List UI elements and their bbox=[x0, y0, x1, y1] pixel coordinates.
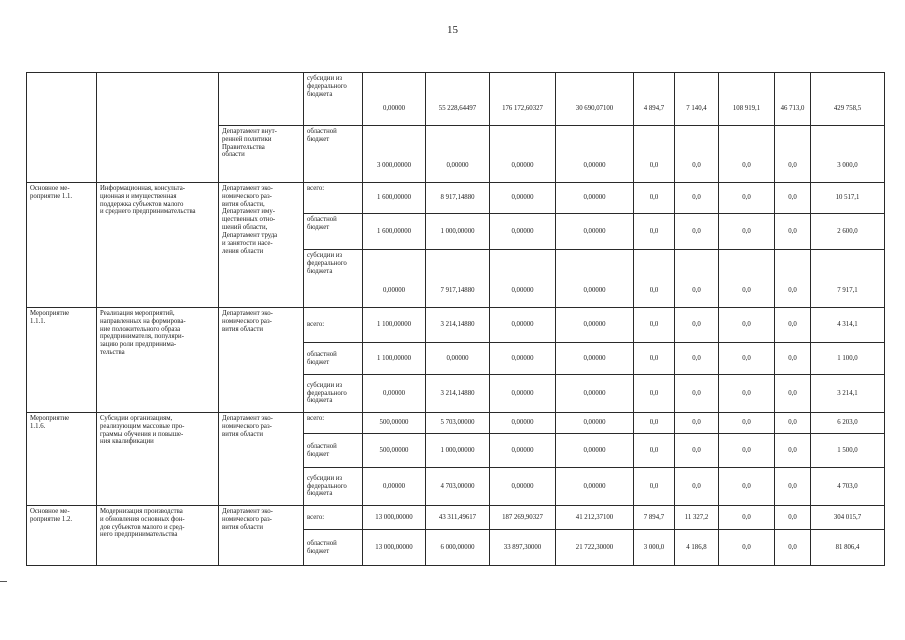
page-number: 15 bbox=[447, 24, 458, 36]
amount-cell: 429 758,5 bbox=[811, 73, 885, 126]
amount-cell: 304 015,7 bbox=[811, 506, 885, 530]
amount-cell: 0,00000 bbox=[363, 375, 426, 413]
amount-cell: 0,0 bbox=[634, 375, 675, 413]
amount-cell: 3 214,1 bbox=[811, 375, 885, 413]
amount-cell: 0,00000 bbox=[363, 73, 426, 126]
amount-cell: 7 917,1 bbox=[811, 250, 885, 308]
amount-cell: 0,0 bbox=[634, 413, 675, 434]
activity-code bbox=[27, 73, 97, 183]
table-row bbox=[27, 413, 885, 434]
amount-cell: 0,00000 bbox=[490, 343, 556, 375]
amount-cell: 1 000,00000 bbox=[426, 434, 490, 468]
amount-cell: 5 703,00000 bbox=[426, 413, 490, 434]
budget-table bbox=[26, 72, 885, 566]
amount-cell: 1 000,00000 bbox=[426, 214, 490, 250]
amount-cell: 0,0 bbox=[634, 250, 675, 308]
amount-cell: 0,0 bbox=[775, 468, 811, 506]
amount-cell: 0,00000 bbox=[490, 434, 556, 468]
amount-cell: 0,0 bbox=[719, 183, 775, 214]
amount-cell: 0,0 bbox=[775, 250, 811, 308]
amount-cell: 0,0 bbox=[675, 308, 719, 343]
amount-cell: 0,0 bbox=[775, 343, 811, 375]
funding-source: всего: bbox=[304, 308, 363, 343]
amount-cell: 0,00000 bbox=[556, 468, 634, 506]
amount-cell: 0,0 bbox=[719, 214, 775, 250]
amount-cell: 0,00000 bbox=[490, 308, 556, 343]
amount-cell: 0,00000 bbox=[490, 250, 556, 308]
activity-name: Реализация мероприятий, направленных на формирова- ние положительного образа предпринимателя, популяри- зацию роли предпринима- тельства bbox=[97, 308, 219, 413]
amount-cell: 3 214,14880 bbox=[426, 308, 490, 343]
amount-cell: 0,00000 bbox=[426, 126, 490, 183]
amount-cell: 0,0 bbox=[719, 413, 775, 434]
activity-name bbox=[97, 73, 219, 183]
funding-source: всего: bbox=[304, 183, 363, 214]
amount-cell: 0,0 bbox=[634, 126, 675, 183]
amount-cell: 0,0 bbox=[675, 375, 719, 413]
amount-cell: 81 806,4 bbox=[811, 530, 885, 566]
activity-code: Мероприятие 1.1.1. bbox=[27, 308, 97, 413]
amount-cell: 0,00000 bbox=[490, 413, 556, 434]
amount-cell: 7 894,7 bbox=[634, 506, 675, 530]
funding-source: субсидии из федерального бюджета bbox=[304, 375, 363, 413]
activity-code: Мероприятие 1.1.6. bbox=[27, 413, 97, 506]
amount-cell: 0,0 bbox=[634, 183, 675, 214]
amount-cell: 33 897,30000 bbox=[490, 530, 556, 566]
amount-cell: 0,0 bbox=[775, 413, 811, 434]
amount-cell: 0,0 bbox=[775, 308, 811, 343]
amount-cell: 1 100,00000 bbox=[363, 308, 426, 343]
table-row bbox=[27, 183, 885, 214]
amount-cell: 0,00000 bbox=[556, 308, 634, 343]
amount-cell: 8 917,14880 bbox=[426, 183, 490, 214]
amount-cell: 0,0 bbox=[775, 434, 811, 468]
amount-cell: 0,00000 bbox=[556, 375, 634, 413]
amount-cell: 3 000,00000 bbox=[363, 126, 426, 183]
executor: Департамент внут- ренней политики Правительства области bbox=[219, 126, 304, 183]
activity-code: Основное ме- роприятие 1.1. bbox=[27, 183, 97, 308]
amount-cell: 4 894,7 bbox=[634, 73, 675, 126]
amount-cell: 0,0 bbox=[675, 434, 719, 468]
amount-cell: 0,0 bbox=[675, 126, 719, 183]
table-row bbox=[27, 506, 885, 530]
amount-cell: 0,0 bbox=[719, 343, 775, 375]
amount-cell: 0,0 bbox=[775, 126, 811, 183]
amount-cell: 1 100,00000 bbox=[363, 343, 426, 375]
amount-cell: 0,0 bbox=[675, 183, 719, 214]
funding-source: областной бюджет bbox=[304, 343, 363, 375]
amount-cell: 1 500,0 bbox=[811, 434, 885, 468]
amount-cell: 13 000,00000 bbox=[363, 506, 426, 530]
executor: Департамент эко- номического раз- вития области bbox=[219, 506, 304, 566]
funding-source: субсидии из федерального бюджета bbox=[304, 73, 363, 126]
amount-cell: 1 600,00000 bbox=[363, 183, 426, 214]
amount-cell: 0,0 bbox=[775, 375, 811, 413]
amount-cell: 0,0 bbox=[634, 434, 675, 468]
amount-cell: 3 000,0 bbox=[811, 126, 885, 183]
funding-source: всего: bbox=[304, 413, 363, 434]
amount-cell: 0,0 bbox=[719, 530, 775, 566]
amount-cell: 0,00000 bbox=[556, 250, 634, 308]
amount-cell: 4 703,00000 bbox=[426, 468, 490, 506]
amount-cell: 55 228,64497 bbox=[426, 73, 490, 126]
amount-cell: 0,0 bbox=[634, 343, 675, 375]
funding-source: областной бюджет bbox=[304, 126, 363, 183]
table-row bbox=[27, 308, 885, 343]
amount-cell: 0,00000 bbox=[490, 183, 556, 214]
amount-cell: 0,0 bbox=[719, 250, 775, 308]
amount-cell: 0,00000 bbox=[556, 183, 634, 214]
amount-cell: 0,00000 bbox=[426, 343, 490, 375]
amount-cell: 0,0 bbox=[775, 506, 811, 530]
amount-cell: 6 000,00000 bbox=[426, 530, 490, 566]
amount-cell: 30 690,07100 bbox=[556, 73, 634, 126]
executor bbox=[219, 73, 304, 126]
funding-source: областной бюджет bbox=[304, 214, 363, 250]
amount-cell: 0,0 bbox=[634, 308, 675, 343]
amount-cell: 0,00000 bbox=[490, 126, 556, 183]
amount-cell: 0,00000 bbox=[556, 343, 634, 375]
amount-cell: 7 917,14880 bbox=[426, 250, 490, 308]
amount-cell: 6 203,0 bbox=[811, 413, 885, 434]
amount-cell: 0,0 bbox=[719, 308, 775, 343]
amount-cell: 4 703,0 bbox=[811, 468, 885, 506]
funding-source: субсидии из федерального бюджета bbox=[304, 468, 363, 506]
activity-name: Модернизация производства и обновления основных фон- дов субъектов малого и сред- него предпринимательства bbox=[97, 506, 219, 566]
funding-source: всего: bbox=[304, 506, 363, 530]
amount-cell: 0,0 bbox=[675, 343, 719, 375]
amount-cell: 0,0 bbox=[775, 183, 811, 214]
activity-name: Субсидии организациям, реализующим массовые про- граммы обучения и повыше- ния квалификации bbox=[97, 413, 219, 506]
activity-code: Основное ме- роприятие 1.2. bbox=[27, 506, 97, 566]
amount-cell: 41 212,37100 bbox=[556, 506, 634, 530]
amount-cell: 10 517,1 bbox=[811, 183, 885, 214]
amount-cell: 0,0 bbox=[775, 214, 811, 250]
amount-cell: 46 713,0 bbox=[775, 73, 811, 126]
funding-source: областной бюджет bbox=[304, 530, 363, 566]
margin-mark bbox=[0, 581, 7, 582]
amount-cell: 187 269,90327 bbox=[490, 506, 556, 530]
amount-cell: 0,0 bbox=[719, 506, 775, 530]
amount-cell: 176 172,60327 bbox=[490, 73, 556, 126]
amount-cell: 7 140,4 bbox=[675, 73, 719, 126]
amount-cell: 0,0 bbox=[719, 434, 775, 468]
amount-cell: 108 919,1 bbox=[719, 73, 775, 126]
amount-cell: 0,00000 bbox=[556, 214, 634, 250]
amount-cell: 3 214,14880 bbox=[426, 375, 490, 413]
amount-cell: 0,0 bbox=[675, 250, 719, 308]
amount-cell: 21 722,30000 bbox=[556, 530, 634, 566]
amount-cell: 0,00000 bbox=[556, 126, 634, 183]
funding-source: субсидии из федерального бюджета bbox=[304, 250, 363, 308]
amount-cell: 11 327,2 bbox=[675, 506, 719, 530]
amount-cell: 0,0 bbox=[675, 413, 719, 434]
amount-cell: 1 600,00000 bbox=[363, 214, 426, 250]
executor: Департамент эко- номического раз- вития области bbox=[219, 413, 304, 506]
amount-cell: 0,00000 bbox=[363, 250, 426, 308]
amount-cell: 0,00000 bbox=[556, 434, 634, 468]
amount-cell: 13 000,00000 bbox=[363, 530, 426, 566]
amount-cell: 0,00000 bbox=[363, 468, 426, 506]
amount-cell: 0,0 bbox=[634, 214, 675, 250]
amount-cell: 2 600,0 bbox=[811, 214, 885, 250]
amount-cell: 4 314,1 bbox=[811, 308, 885, 343]
amount-cell: 0,0 bbox=[775, 530, 811, 566]
table-row bbox=[27, 73, 885, 126]
executor: Департамент эко- номического раз- вития области bbox=[219, 308, 304, 413]
amount-cell: 0,00000 bbox=[490, 214, 556, 250]
activity-name: Информационная, консульта- ционная и имущественная поддержка субъектов малого и среднего предпринимательства bbox=[97, 183, 219, 308]
executor: Департамент эко- номического раз- вития области, Департамент иму- щественных отно- шений области, Департамент труда и занятости насе- ления области bbox=[219, 183, 304, 308]
amount-cell: 500,00000 bbox=[363, 413, 426, 434]
amount-cell: 0,0 bbox=[675, 468, 719, 506]
amount-cell: 0,0 bbox=[634, 468, 675, 506]
amount-cell: 0,0 bbox=[719, 126, 775, 183]
amount-cell: 0,00000 bbox=[490, 468, 556, 506]
amount-cell: 500,00000 bbox=[363, 434, 426, 468]
amount-cell: 0,0 bbox=[675, 214, 719, 250]
amount-cell: 43 311,49617 bbox=[426, 506, 490, 530]
amount-cell: 0,0 bbox=[719, 375, 775, 413]
amount-cell: 3 000,0 bbox=[634, 530, 675, 566]
amount-cell: 0,00000 bbox=[490, 375, 556, 413]
funding-source: областной бюджет bbox=[304, 434, 363, 468]
amount-cell: 0,00000 bbox=[556, 413, 634, 434]
amount-cell: 0,0 bbox=[719, 468, 775, 506]
amount-cell: 4 186,8 bbox=[675, 530, 719, 566]
amount-cell: 1 100,0 bbox=[811, 343, 885, 375]
